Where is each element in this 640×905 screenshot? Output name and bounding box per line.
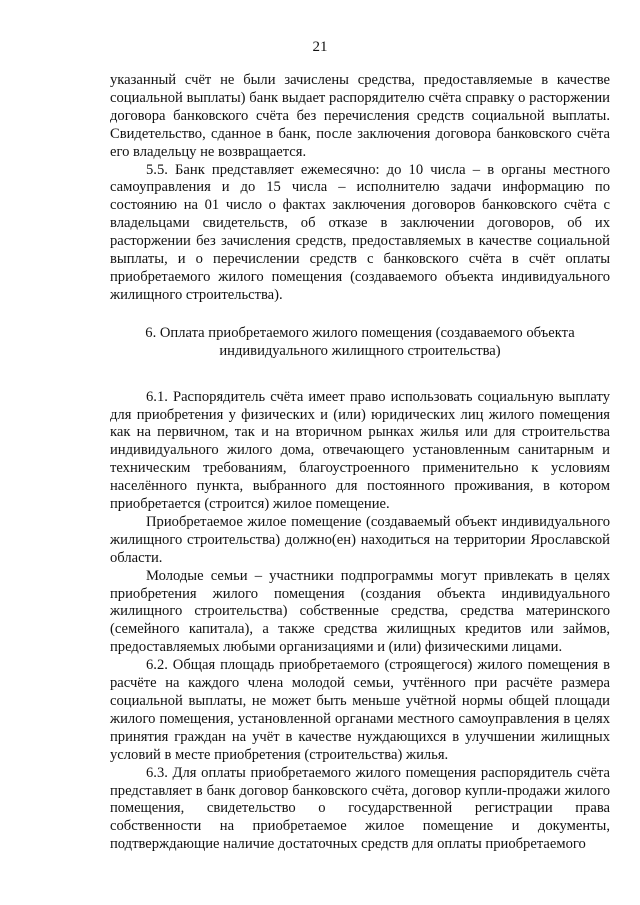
page-number: 21: [312, 39, 328, 55]
paragraph-continuation: указанный счёт не были зачислены средства, предоставляемые в качестве социальной выплаты) банк выдает распорядителю счёта справку о расторжении договора банковского счёта без перечисления средств социальной выплаты. Свидетельство, сданное в банк, после заключения договора банковского счёта его владельцу не возвращается.: [110, 72, 610, 160]
paragraph-5-5: 5.5. Банк представляет ежемесячно: до 10 числа – в органы местного самоуправления и до 15 числа – исполнителю задачи информацию по состоянию на 01 число о фактах заключения договоров банковского счёта с владельцами свидетельств, об отказе в заключении договоров, об их расторжении без зачисления средств, предоставляемых в качестве социальной выплаты, и о перечислении средств с банковского счёта в счёт оплаты приобретаемого жилого помещения (создаваемого объекта индивидуального жилищного строительства).: [110, 161, 610, 303]
heading-spacer: [110, 361, 610, 389]
document-body: [110, 72, 610, 854]
section-6-heading: 6. Оплата приобретаемого жилого помещения (создаваемого объекта индивидуального жилищного строительства): [145, 324, 575, 359]
paragraph-6-1-funding: Молодые семьи – участники подпрограммы могут привлекать в целях приобретения жилого помещения (создания объекта индивидуального жилищного строительства) собственные средства, средства материнского (семейного капитала), а также средства жилищных кредитов или займов, предоставляемых любыми организациями и (или) физическими лицами.: [110, 567, 610, 656]
paragraph-6-1: 6.1. Распорядитель счёта имеет право использовать социальную выплату для приобретения у физических и (или) юридических лиц жилого помещения как на первичном, так и на вторичном рынках жилья или для строительства индивидуального жилого дома, отвечающего установленным санитарным и техническим требованиям, благоустроенного применительно к условиям населённого пункта, выбранного для постоянного проживания, в котором приобретается (строится) жилое помещение.: [110, 388, 610, 513]
paragraph-6-1-location: Приобретаемое жилое помещение (создаваемый объект индивидуального жилищного строительства) должно(ен) находиться на территории Ярославской области.: [110, 513, 610, 566]
paragraph-6-3: 6.3. Для оплаты приобретаемого жилого помещения распорядитель счёта представляет в банк договор банковского счёта, договор купли-продажи жилого помещения, свидетельство о государственной регистрации права собственности на приобретаемое жилое помещение и документы, подтверждающие наличие достаточных средств для оплаты приобретаемого: [110, 764, 610, 853]
paragraph-6-2: 6.2. Общая площадь приобретаемого (строящегося) жилого помещения в расчёте на каждого члена молодой семьи, учтённого при расчёте размера социальной выплаты, не может быть меньше учётной нормы общей площади жилого помещения, установленной органами местного самоуправления в целях принятия граждан на учёт в качестве нуждающихся в улучшении жилищных условий в месте приобретения (строительства) жилья.: [110, 657, 610, 763]
